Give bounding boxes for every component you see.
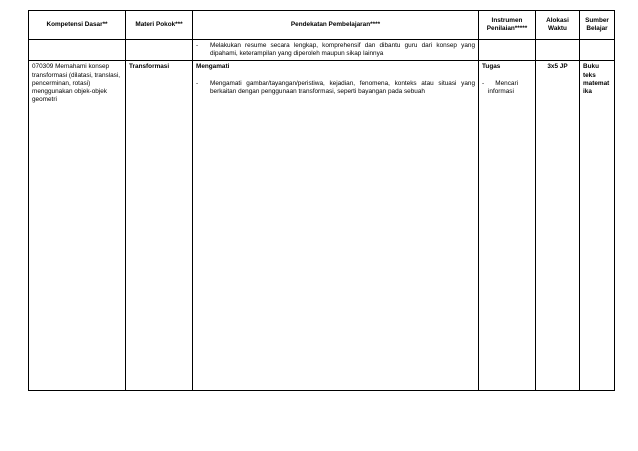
row2-pendekatan-cell (193, 61, 479, 391)
table-row (29, 61, 615, 391)
row2-instrumen-word2: informasi (488, 87, 514, 95)
list-dash: - (482, 79, 485, 87)
row2-pendekatan-text: Mengamati gambar/tayangan/peristiwa, kejadian, fenomena, konteks atau situasi yang berkaitan dengan penggunaan transformasi, seperti bayangan pada sebuah (210, 79, 475, 95)
row1-kompetensi-cell (29, 40, 126, 61)
header-alokasi-waktu: Alokasi Waktu (536, 11, 580, 40)
header-sumber-belajar: Sumber Belajar (580, 11, 615, 40)
row2-alokasi-cell (536, 61, 580, 391)
header-pendekatan-pembelajaran: Pendekatan Pembelajaran**** (193, 11, 479, 40)
row2-materi-text: Transformasi (129, 63, 170, 71)
row2-instrumen-item (482, 80, 532, 88)
row1-alokasi-cell (536, 40, 580, 61)
row2-pendekatan-item (196, 80, 475, 96)
row2-kompetensi-text: 070309 Memahami konsep transformasi (dilatasi, translasi, pencerminan, rotasi) menggunakan objek-objek geometri (32, 63, 121, 104)
row2-materi-cell (126, 61, 193, 391)
row2-instrumen-word1: Mencari (495, 79, 518, 87)
row2-pendekatan-heading: Mengamati (196, 63, 230, 71)
list-dash: - (196, 79, 199, 87)
row2-sumber-text: Buku teks matematika (583, 63, 610, 96)
row2-sumber-cell (580, 61, 615, 391)
row1-instrumen-cell (479, 40, 536, 61)
row1-materi-cell (126, 40, 193, 61)
row1-sumber-cell (580, 40, 615, 61)
row2-alokasi-text: 3x5 JP (547, 63, 568, 71)
header-kompetensi-dasar: Kompetensi Dasar** (29, 11, 126, 40)
row1-pendekatan-item (196, 42, 475, 58)
row2-instrumen-heading: Tugas (482, 63, 501, 71)
header-instrumen-penilaian: Instrumen Penilaian***** (479, 11, 536, 40)
row2-kompetensi-cell (29, 61, 126, 391)
row1-pendekatan-text: Melakukan resume secara lengkap, komprehensif dan dibantu guru dari konsep yang dipahami, keterampilan yang diperoleh maupun sikap lainnya (210, 42, 475, 58)
row1-pendekatan-cell (193, 40, 479, 61)
row2-instrumen-cell (479, 61, 536, 391)
lesson-plan-table (28, 10, 615, 391)
table-row (29, 40, 615, 61)
header-materi-pokok: Materi Pokok*** (126, 11, 193, 40)
list-dash: - (196, 42, 199, 49)
table-header-row (29, 11, 615, 40)
